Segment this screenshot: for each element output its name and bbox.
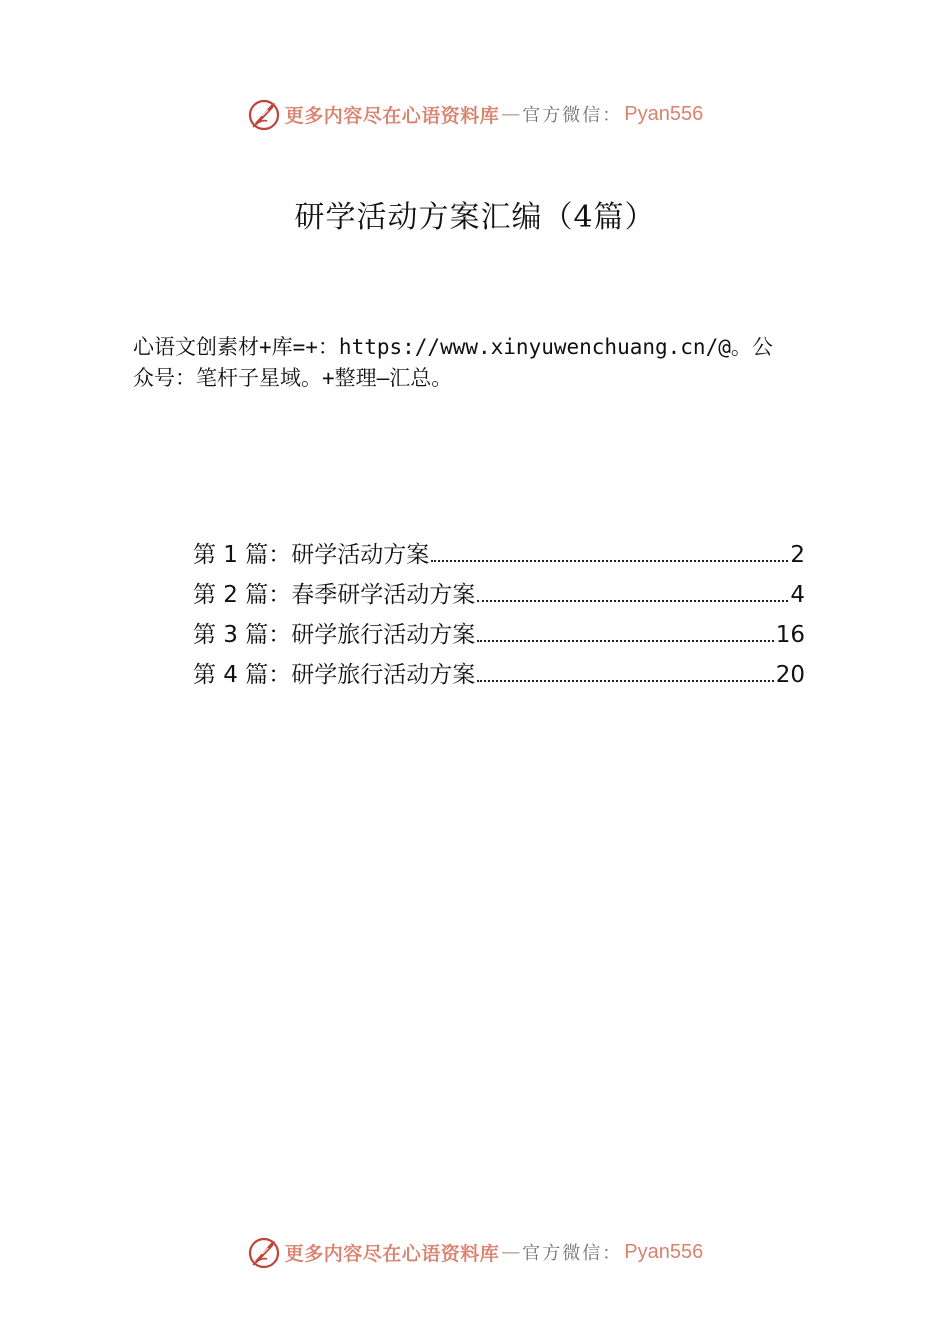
toc-leader-dots	[477, 599, 788, 602]
watermark-separator: —	[501, 1241, 521, 1263]
toc-entry-page: 4	[790, 582, 805, 608]
quill-pen-icon	[247, 97, 281, 131]
watermark-separator: —	[501, 103, 521, 125]
toc-entry[interactable]	[193, 576, 805, 616]
watermark-wechat-id: Pyan556	[624, 102, 704, 125]
watermark-wechat-label: 官方微信：	[522, 1243, 623, 1264]
watermark-brand-text: 更多内容尽在心语资料库	[284, 104, 500, 127]
toc-entry[interactable]	[193, 656, 805, 696]
quill-pen-icon	[247, 1235, 281, 1269]
toc-entry-label: 第 1 篇：研学活动方案	[193, 542, 430, 568]
toc-entry[interactable]	[193, 616, 805, 656]
watermark-wechat-label: 官方微信：	[522, 105, 623, 126]
toc-entry-page: 16	[775, 622, 805, 648]
footer-watermark	[0, 1232, 950, 1272]
intro-paragraph	[133, 332, 833, 394]
watermark-brand-text: 更多内容尽在心语资料库	[284, 1242, 500, 1265]
toc-leader-dots	[477, 679, 773, 682]
toc-leader-dots	[477, 639, 773, 642]
toc-entry-label: 第 4 篇：研学旅行活动方案	[193, 662, 476, 688]
document-title: 研学活动方案汇编（4篇）	[294, 200, 656, 235]
toc-entry-page: 2	[790, 542, 805, 568]
header-watermark	[0, 94, 950, 134]
watermark-wechat-id: Pyan556	[624, 1240, 704, 1263]
toc-leader-dots	[431, 559, 788, 562]
toc-entry-label: 第 3 篇：研学旅行活动方案	[193, 622, 476, 648]
intro-line: 心语文创素材+库=+：https://www.xinyuwenchuang.cn/@。公	[133, 335, 773, 359]
toc-entry[interactable]	[193, 536, 805, 576]
intro-line: 众号：笔杆子星域。+整理—汇总。	[133, 366, 453, 390]
toc-entry-label: 第 2 篇：春季研学活动方案	[193, 582, 476, 608]
toc-entry-page: 20	[775, 662, 805, 688]
table-of-contents	[193, 536, 805, 696]
